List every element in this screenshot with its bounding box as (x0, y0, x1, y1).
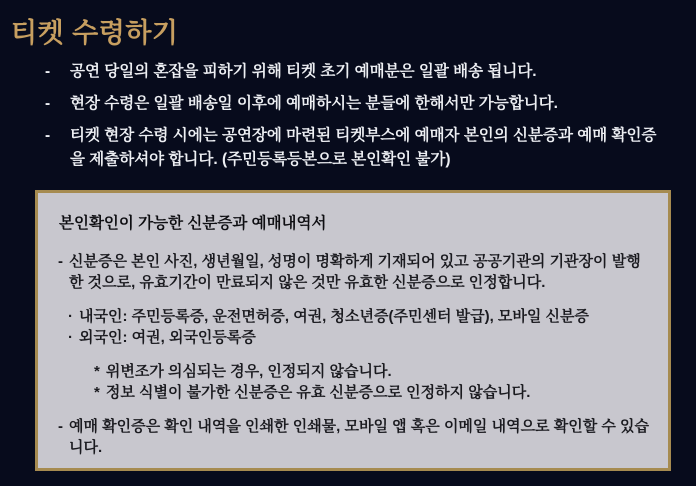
line-text (106, 382, 531, 403)
line-marker: * (94, 384, 100, 401)
id-verification-info-box (35, 190, 671, 471)
text-run: 예매 확인증은 확인 내역을 인쇄한 인쇄물, 모바일 앱 혹은 이메일 내역으로 확인할 수 있습니다. (69, 418, 649, 456)
emphasis-text: 유효기간이 만료되지 않은 (139, 274, 308, 291)
info-box-line (68, 327, 652, 348)
emphasis-text: 본인 사진, 생년월일, 성명 (131, 253, 297, 270)
text-run: 공연 당일의 혼잡을 피하기 위해 티켓 초기 예매분은 일괄 배송 됩니다. (70, 63, 537, 80)
text-run: 위변조가 의심되는 경우, 인정되지 않습니다. (105, 363, 392, 380)
bullet-text (70, 124, 657, 172)
info-box-line (68, 306, 652, 327)
bullet-list (45, 60, 657, 180)
page-title: 티켓 수령하기 (11, 18, 179, 48)
text-run: 이 명확하게 기재되어 있고 공공기관의 기관장이 발행한 것으로, (69, 253, 641, 291)
info-box-line (94, 361, 652, 382)
text-run: 현장 수령은 일괄 배송일 이후에 예매하시는 분들에 한해서만 가능합니다. (70, 95, 558, 112)
info-box-line (94, 382, 652, 403)
line-text (79, 306, 589, 327)
info-box-lines (52, 251, 652, 458)
info-box-heading: 본인확인이 가능한 신분증과 예매내역서 (59, 215, 327, 232)
line-marker: - (58, 418, 63, 435)
text-run: 것만 유효한 신분증으로 인정합니다. (307, 274, 546, 291)
line-marker: * (94, 363, 100, 380)
emphasis-text: 예매 확인증 (577, 127, 657, 144)
text-run: 티켓 현장 수령 시에는 공연장에 마련된 티켓부스에 (70, 127, 415, 144)
emphasis-text: 외국인: 여권, 외국인등록증 (79, 329, 256, 346)
text-run: 신분증은 (69, 253, 132, 270)
info-box-line (58, 251, 652, 293)
bullet-marker: - (45, 127, 51, 144)
text-run: 을 제출하셔야 합니다. (주민등록등본으로 본인확인 불가) (70, 151, 451, 168)
bullet-marker: - (45, 95, 51, 112)
line-text (79, 327, 256, 348)
bullet-item (45, 124, 657, 172)
bullet-marker: - (45, 63, 51, 80)
text-run: 과 (557, 127, 578, 144)
line-marker: · (68, 308, 73, 325)
bullet-text (70, 92, 657, 116)
emphasis-text: 내국인: 주민등록증, 운전면허증, 여권, 청소년증(주민센터 발급), 모바일 신분증 (79, 308, 590, 325)
info-box-line (58, 416, 652, 458)
line-marker: · (68, 329, 73, 346)
bullet-item (45, 92, 657, 116)
bullet-item (45, 60, 657, 84)
bullet-text (70, 60, 657, 84)
line-text (69, 416, 652, 458)
emphasis-text: 예매자 본인의 신분증 (414, 127, 558, 144)
text-run: 정보 식별이 불가한 신분증은 유효 신분증으로 인정하지 않습니다. (105, 384, 531, 401)
line-text (106, 361, 392, 382)
line-text (69, 251, 652, 293)
line-marker: - (58, 253, 63, 270)
